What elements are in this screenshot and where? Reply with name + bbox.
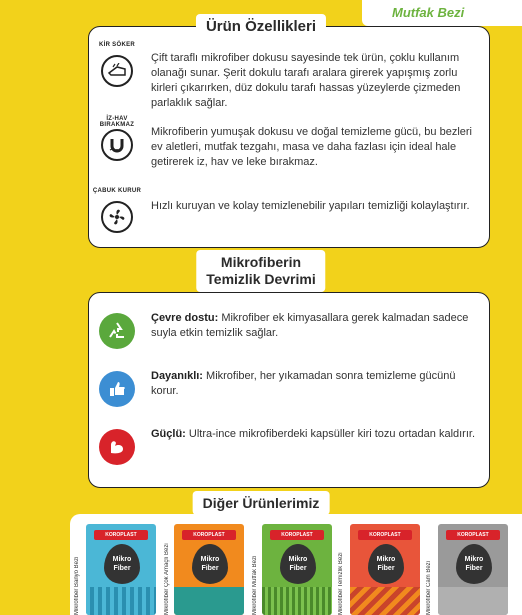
product-card-multi[interactable] [174, 524, 244, 615]
feature-text: Çift taraflı mikrofiber dokusu sayesinde tek ürün, çoklu kullanım olanağı sunar. Şerit dokulu tarafı aralara girerek yapışmış zorlu kirleri çıkarırken, düz dokulu tarafı hassas yüzeylerde çizmeden parlaklık sağlar. [151, 52, 461, 109]
feature-no-lint [97, 116, 479, 170]
cloth-swatch [350, 587, 420, 615]
benefit-text [151, 369, 479, 399]
cloth-swatch [86, 587, 156, 615]
products-strip [70, 514, 522, 615]
benefit-icon-wrap [97, 427, 137, 467]
feature-badge [92, 188, 142, 237]
thumbs-up-icon [99, 371, 135, 407]
benefit-label: Güçlü: [151, 428, 186, 440]
benefits-title [196, 250, 325, 292]
feature-dirt-remover [97, 42, 479, 111]
brand-logo: KOROPLAST [446, 530, 500, 540]
other-products-title: Diğer Ürünlerimiz [193, 491, 330, 515]
brand-logo: KOROPLAST [270, 530, 324, 540]
cloth-swatch [438, 587, 508, 615]
feature-text: Mikrofiberin yumuşak dokusu ve doğal temizleme gücü, bu bezleri ev aletleri, mutfak tezgahı, masa ve daha fazlası için ideal hale getirerek iz, hav ve leke bırakmaz. [151, 126, 472, 168]
benefit-desc: Mikrofiber, her yıkamadan sonra temizleme gücünü korur. [151, 370, 456, 397]
benefit-durable [97, 369, 479, 409]
product-label: Mikrofiber Temizlik Bezi [338, 552, 344, 615]
benefit-label: Çevre dostu: [151, 312, 219, 324]
product-label: Mikrofiber Cam Bezi [426, 560, 432, 615]
benefit-icon-wrap [97, 311, 137, 351]
benefit-desc: Mikrofiber ek kimyasallara gerek kalmadan sadece suyla etkin temizlik sağlar. [151, 312, 469, 339]
benefit-strong [97, 427, 479, 467]
features-title: Ürün Özellikleri [196, 14, 326, 39]
brand-logo: KOROPLAST [94, 530, 148, 540]
cloth-swatch [262, 587, 332, 615]
badge-label: İZ-HAV BIRAKMAZ [99, 116, 135, 128]
features-panel [88, 26, 490, 248]
feature-badge [97, 42, 137, 91]
feature-badge [97, 116, 137, 165]
badge-label: KİR SÖKER [98, 42, 136, 48]
feature-text: Hızlı kuruyan ve kolay temizlenebilir yapıları temizliği kolaylaştırır. [151, 200, 470, 212]
dirt-remover-icon [101, 55, 133, 87]
benefit-text [151, 427, 475, 442]
brand-logo: KOROPLAST [182, 530, 236, 540]
product-label: Mikrofiber Çok Amaçlı Bezi [164, 543, 170, 615]
micro-fiber-drop-icon: Mikro Fiber [104, 544, 140, 584]
product-card-glass[interactable] [438, 524, 508, 615]
product-card-kitchen[interactable] [262, 524, 332, 615]
badge-label: ÇABUK KURUR [92, 188, 142, 194]
product-card-bath[interactable] [86, 524, 156, 615]
micro-fiber-drop-icon: Mikro Fiber [192, 544, 228, 584]
strong-arm-icon [99, 429, 135, 465]
product-label: Mikrofiber Banyo Bezi [74, 556, 80, 615]
product-card-cleaning[interactable] [350, 524, 420, 615]
cloth-swatch [174, 587, 244, 615]
benefit-icon-wrap [97, 369, 137, 409]
micro-fiber-drop-icon: Mikro Fiber [456, 544, 492, 584]
micro-fiber-drop-icon: Mikro Fiber [280, 544, 316, 584]
benefit-eco [97, 311, 479, 351]
feature-quick-dry [92, 188, 479, 237]
benefit-desc: Ultra-ince mikrofiberdeki kapsüller kiri tozu ortadan kaldırır. [188, 428, 476, 440]
benefits-title-line2: Temizlik Devrimi [206, 271, 316, 287]
fan-icon [101, 201, 133, 233]
micro-fiber-drop-icon: Mikro Fiber [368, 544, 404, 584]
brand-logo: KOROPLAST [358, 530, 412, 540]
magnet-icon [101, 129, 133, 161]
benefit-label: Dayanıklı: [151, 370, 203, 382]
benefit-text [151, 311, 479, 341]
product-type-label: Mutfak Bezi [362, 0, 522, 26]
benefits-title-line1: Mikrofiberin [220, 254, 302, 270]
benefits-panel [88, 292, 490, 488]
recycle-icon [99, 313, 135, 349]
product-label: Mikrofiber Mutfak Bezi [252, 555, 258, 615]
